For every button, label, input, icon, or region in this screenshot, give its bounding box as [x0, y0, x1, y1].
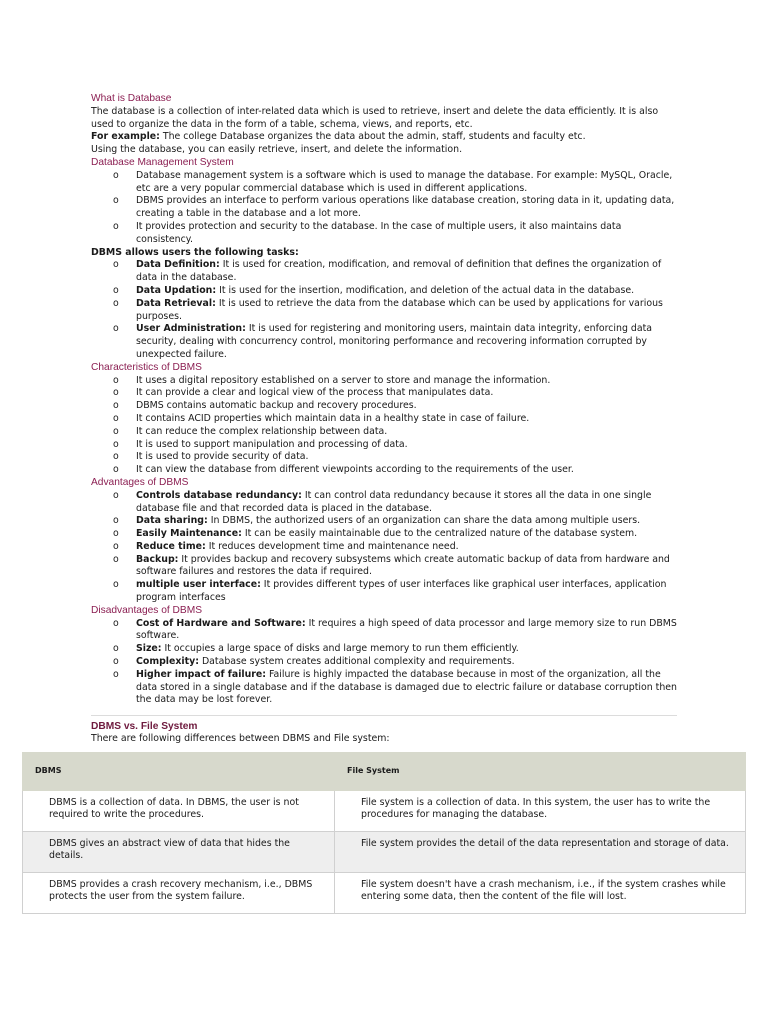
- list-item: o Controls database redundancy: It can control data redundancy because it stores all the data in one single database file and that recorded data is placed in the database.: [91, 490, 677, 516]
- table-row: [23, 832, 746, 873]
- table-cell: DBMS provides a crash recovery mechanism, i.e., DBMS protects the user from the system failure.: [23, 873, 335, 914]
- divider: [91, 715, 677, 716]
- list-item: o Easily Maintenance: It can be easily maintainable due to the centralized nature of the database system.: [91, 528, 677, 541]
- list-item: o It can view the database from different viewpoints according to the requirements of the user.: [91, 464, 677, 477]
- table-cell: File system doesn't have a crash mechanism, i.e., if the system crashes while entering some data, then the content of the file will lost.: [335, 873, 746, 914]
- list-item: o DBMS contains automatic backup and recovery procedures.: [91, 400, 677, 413]
- document-body: [91, 93, 677, 746]
- heading-dbms-tasks: DBMS allows users the following tasks:: [91, 246, 299, 258]
- list-item: o Data Definition: It is used for creation, modification, and removal of definition that defines the organization of data in the database.: [91, 259, 677, 285]
- list-item: o Reduce time: It reduces development time and maintenance need.: [91, 541, 677, 554]
- list-item: o It contains ACID properties which maintain data in a healthy state in case of failure.: [91, 413, 677, 426]
- list-item: o It is used to provide security of data.: [91, 451, 677, 464]
- list-item: o multiple user interface: It provides different types of user interfaces like graphical user interfaces, application program interfaces: [91, 579, 677, 605]
- disadvantages-list: [91, 618, 677, 708]
- tasks-list: [91, 259, 677, 361]
- heading-dbms: Database Management System: [91, 156, 234, 168]
- table-row: [23, 791, 746, 832]
- heading-characteristics: Characteristics of DBMS: [91, 361, 202, 373]
- example-label: For example:: [91, 131, 160, 143]
- table-cell: DBMS is a collection of data. In DBMS, the user is not required to write the procedures.: [23, 791, 335, 832]
- list-item: o It is used to support manipulation and processing of data.: [91, 439, 677, 452]
- list-item: o It can reduce the complex relationship between data.: [91, 426, 677, 439]
- list-item: o Cost of Hardware and Software: It requires a high speed of data processor and large memory size to run DBMS software.: [91, 618, 677, 644]
- advantages-list: [91, 490, 677, 605]
- table-cell: DBMS gives an abstract view of data that hides the details.: [23, 832, 335, 873]
- table-cell: File system is a collection of data. In this system, the user has to write the procedures for managing the database.: [335, 791, 746, 832]
- list-item: o Complexity: Database system creates additional complexity and requirements.: [91, 656, 677, 669]
- table-header-dbms: DBMS: [23, 753, 335, 791]
- list-item: o Size: It occupies a large space of disks and large memory to run them efficiently.: [91, 643, 677, 656]
- list-item: o Data sharing: In DBMS, the authorized users of an organization can share the data among multiple users.: [91, 515, 677, 528]
- heading-disadvantages: Disadvantages of DBMS: [91, 604, 202, 616]
- list-item: o User Administration: It is used for registering and monitoring users, maintain data integrity, enforcing data security, dealing with concurrency control, monitoring performance and recovering information corrupted by unexpected failure.: [91, 323, 677, 361]
- heading-advantages: Advantages of DBMS: [91, 476, 189, 488]
- dbms-list: [91, 170, 677, 247]
- paragraph-definition: The database is a collection of inter-related data which is used to retrieve, insert and delete the data efficiently. It is also used to organize the data in the form of a table, schema, views, and reports, etc.: [91, 105, 659, 130]
- example-text: The college Database organizes the data about the admin, staff, students and faculty etc.: [159, 131, 586, 143]
- list-item: o It can provide a clear and logical view of the process that manipulates data.: [91, 387, 677, 400]
- list-item: o It uses a digital repository established on a server to store and manage the information.: [91, 375, 677, 388]
- table-cell: File system provides the detail of the data representation and storage of data.: [335, 832, 746, 873]
- characteristics-list: [91, 375, 677, 477]
- paragraph-example: [91, 131, 677, 144]
- list-item: o It provides protection and security to the database. In the case of multiple users, it also maintains data consistency.: [91, 221, 677, 247]
- paragraph-usage: Using the database, you can easily retrieve, insert, and delete the information.: [91, 144, 463, 156]
- heading-what-is-database: What is Database: [91, 93, 172, 104]
- list-item: o DBMS provides an interface to perform various operations like database creation, storing data in it, updating data, creating a table in the database and a lot more.: [91, 195, 677, 221]
- paragraph-differences-intro: There are following differences between DBMS and File system:: [91, 733, 390, 745]
- comparison-table: [22, 752, 746, 914]
- list-item: o Data Retrieval: It is used to retrieve the data from the database which can be used by applications for various purposes.: [91, 298, 677, 324]
- list-item: o Data Updation: It is used for the insertion, modification, and deletion of the actual data in the database.: [91, 285, 677, 298]
- table-header-row: [23, 753, 746, 791]
- table-row: [23, 873, 746, 914]
- list-item: o Higher impact of failure: Failure is highly impacted the database because in most of the organization, all the data stored in a single database and if the database is damaged due to electric failure or database corruption then the data may be lost forever.: [91, 669, 677, 707]
- list-item: o Database management system is a software which is used to manage the database. For example: MySQL, Oracle, etc are a very popular commercial database which is used in different applications.: [91, 170, 677, 196]
- list-item: o Backup: It provides backup and recovery subsystems which create automatic backup of data from hardware and software failures and restores the data if required.: [91, 554, 677, 580]
- heading-dbms-vs-file-system: DBMS vs. File System: [91, 721, 198, 733]
- table-header-file-system: File System: [335, 753, 746, 791]
